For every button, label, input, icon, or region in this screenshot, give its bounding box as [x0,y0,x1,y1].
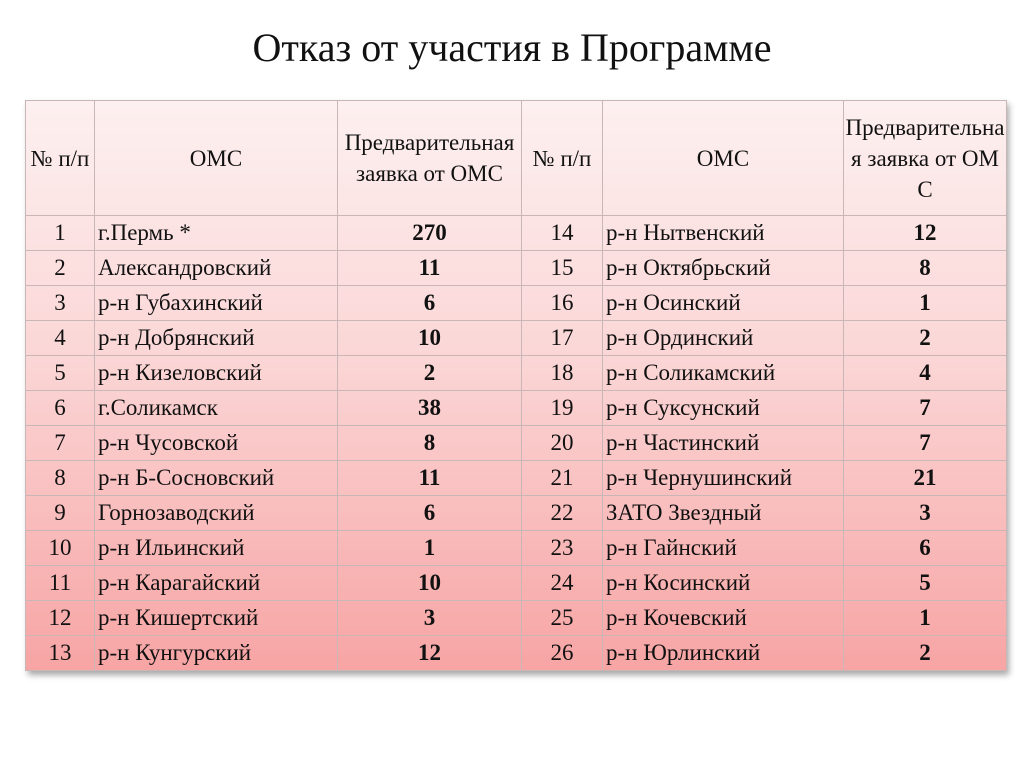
request-value-2: 12 [844,216,1007,251]
row-number: 2 [26,251,95,286]
request-value-2: 2 [844,321,1007,356]
oms-name: р-н Чусовской [95,426,338,461]
table-row [26,531,1007,566]
table-row [26,601,1007,636]
header-request-2: Предварительная заявка от ОМС [844,101,1007,216]
oms-name-2: р-н Косинский [603,566,844,601]
request-value-2: 2 [844,636,1007,671]
oms-name-2: р-н Гайнский [603,531,844,566]
oms-name-2: р-н Кочевский [603,601,844,636]
row-number-2: 24 [522,566,603,601]
row-number-2: 14 [522,216,603,251]
oms-name: р-н Кишертский [95,601,338,636]
request-value: 11 [338,251,522,286]
table-row [26,356,1007,391]
request-value-2: 6 [844,531,1007,566]
oms-name: р-н Кунгурский [95,636,338,671]
table-row [26,391,1007,426]
request-value: 12 [338,636,522,671]
table-row [26,251,1007,286]
refusal-table [25,100,1007,671]
request-value: 10 [338,321,522,356]
oms-name-2: р-н Юрлинский [603,636,844,671]
request-value-2: 7 [844,426,1007,461]
table-row [26,321,1007,356]
oms-name: Горнозаводский [95,496,338,531]
header-request: Предварительная заявка от ОМС [338,101,522,216]
table-row [26,566,1007,601]
oms-name: р-н Карагайский [95,566,338,601]
oms-name-2: р-н Чернушинский [603,461,844,496]
row-number-2: 19 [522,391,603,426]
row-number: 3 [26,286,95,321]
oms-name-2: ЗАТО Звездный [603,496,844,531]
request-value-2: 7 [844,391,1007,426]
request-value-2: 1 [844,601,1007,636]
request-value-2: 4 [844,356,1007,391]
row-number-2: 18 [522,356,603,391]
table-row [26,496,1007,531]
table-row [26,461,1007,496]
header-num-2: № п/п [522,101,603,216]
header-num: № п/п [26,101,95,216]
oms-name: г.Пермь * [95,216,338,251]
oms-name-2: р-н Частинский [603,426,844,461]
request-value-2: 8 [844,251,1007,286]
row-number: 6 [26,391,95,426]
row-number-2: 22 [522,496,603,531]
oms-name: р-н Добрянский [95,321,338,356]
row-number: 7 [26,426,95,461]
row-number-2: 15 [522,251,603,286]
table-row [26,636,1007,671]
row-number: 1 [26,216,95,251]
row-number: 8 [26,461,95,496]
header-oms-2: ОМС [603,101,844,216]
row-number: 5 [26,356,95,391]
request-value: 6 [338,496,522,531]
request-value: 1 [338,531,522,566]
request-value: 270 [338,216,522,251]
oms-name: Александровский [95,251,338,286]
row-number: 4 [26,321,95,356]
row-number: 12 [26,601,95,636]
oms-name: р-н Б-Сосновский [95,461,338,496]
row-number: 11 [26,566,95,601]
oms-name-2: р-н Соликамский [603,356,844,391]
header-oms: ОМС [95,101,338,216]
request-value: 2 [338,356,522,391]
request-value: 10 [338,566,522,601]
oms-name-2: р-н Нытвенский [603,216,844,251]
row-number-2: 25 [522,601,603,636]
request-value-2: 5 [844,566,1007,601]
oms-name-2: р-н Октябрьский [603,251,844,286]
request-value: 38 [338,391,522,426]
row-number: 10 [26,531,95,566]
request-value: 11 [338,461,522,496]
header-row [26,101,1007,216]
table-row [26,426,1007,461]
oms-name-2: р-н Суксунский [603,391,844,426]
request-value-2: 1 [844,286,1007,321]
request-value-2: 21 [844,461,1007,496]
row-number-2: 17 [522,321,603,356]
oms-name: р-н Губахинский [95,286,338,321]
table-container [25,100,1006,671]
row-number-2: 21 [522,461,603,496]
oms-name: г.Соликамск [95,391,338,426]
request-value: 8 [338,426,522,461]
oms-name: р-н Кизеловский [95,356,338,391]
row-number: 9 [26,496,95,531]
oms-name-2: р-н Ординский [603,321,844,356]
request-value-2: 3 [844,496,1007,531]
request-value: 3 [338,601,522,636]
row-number-2: 23 [522,531,603,566]
request-value: 6 [338,286,522,321]
table-row [26,286,1007,321]
row-number-2: 16 [522,286,603,321]
oms-name-2: р-н Осинский [603,286,844,321]
table-row [26,216,1007,251]
row-number-2: 26 [522,636,603,671]
row-number: 13 [26,636,95,671]
oms-name: р-н Ильинский [95,531,338,566]
table-body [26,216,1007,671]
row-number-2: 20 [522,426,603,461]
slide-title: Отказ от участия в Программе [252,25,772,70]
